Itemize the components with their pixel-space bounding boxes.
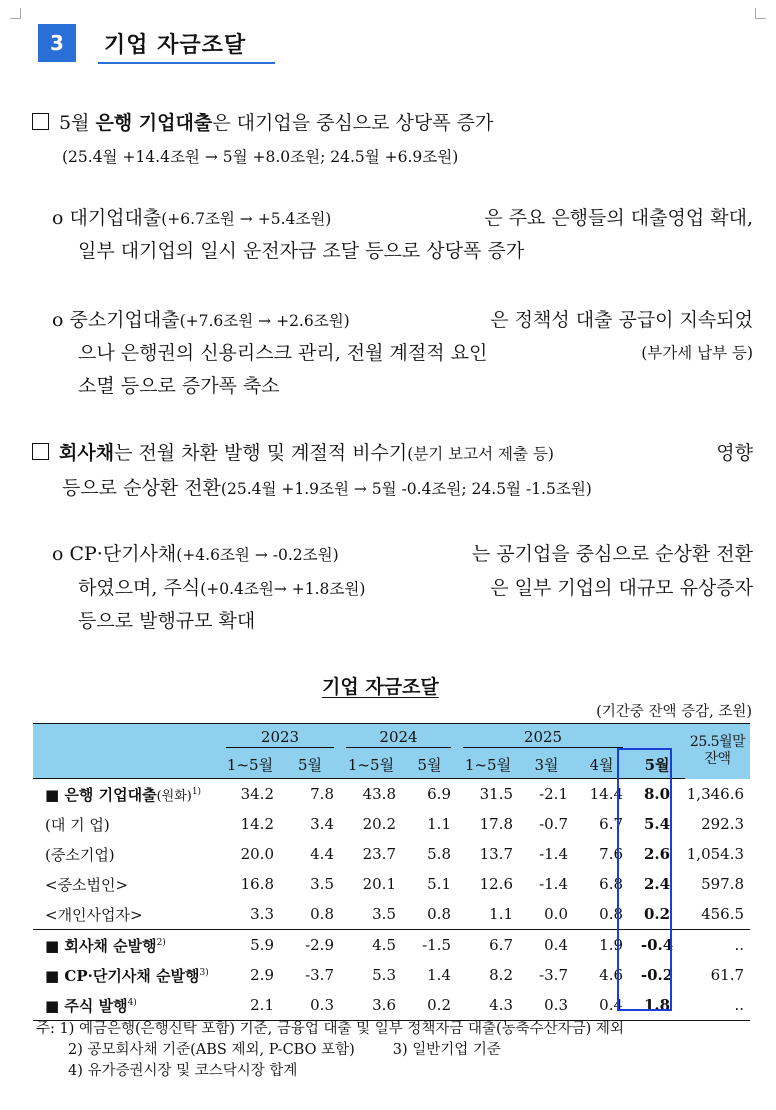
table-cell: .. [685,930,750,961]
table-cell: 7.6 [599,845,624,863]
table-cell: 1.4 [427,966,451,984]
header-blank-2 [629,724,685,752]
cell-highlight: 5.4 [643,815,671,833]
table-cell: 1,054.3 [686,845,745,863]
header-period: 4월 [574,751,629,779]
square-bullet-icon [32,113,49,130]
table-cell: 4.5 [340,930,402,961]
table-cell: 20.1 [362,875,396,893]
table-cell: 4.3 [457,990,519,1021]
paragraph-bank-loans [32,108,493,139]
header-period: 5월 [402,751,457,779]
header-year-2023: 2023 [220,724,340,752]
table-cell: 3.5 [310,875,334,893]
table-row [33,930,750,961]
table-cell: 61.7 [710,966,745,984]
table-cell: 0.3 [519,990,574,1021]
table-cell: 13.7 [479,845,513,863]
table-cell: 20.0 [240,845,274,863]
table-cell: 0.4 [574,990,629,1021]
table-cell: 456.5 [701,905,745,923]
cell-highlight: -0.4 [629,930,685,961]
cell-highlight: 1.8 [629,990,685,1021]
table-cell: 8.2 [489,966,513,984]
cell-highlight: 2.4 [643,875,671,893]
p3-line2 [78,338,753,369]
table-cell: 0.2 [402,990,457,1021]
table-cell: 12.6 [479,875,513,893]
p5-figures: (+4.6조원 → -0.2조원) [176,546,339,564]
table-cell: 0.4 [519,930,574,961]
table-cell: 1.9 [574,930,629,961]
table-cell: 7.8 [310,785,334,803]
cell-highlight: 2.6 [643,845,671,863]
table-cell: 5.1 [427,875,451,893]
row-label: <개인사업자> [45,905,143,924]
table-unit: (기간중 잔액 증감, 조원) [596,704,752,720]
p5-figures2: (+0.4조원→ +1.8조원) [200,580,366,598]
row-label: ■ 회사채 순발행$^{2)}$ [33,930,220,961]
p2-line2: 일부 대기업의 일시 운전자금 조달 등으로 상당폭 증가 [78,240,525,262]
table-cell: 0.8 [427,905,451,923]
table-cell: -3.7 [305,966,334,984]
table-row [33,779,750,810]
p1-figures: (25.4월 +14.4조원 → 5월 +8.0조원; 24.5월 +6.9조원) [62,148,459,166]
corner-mark-right [755,8,766,19]
p5-text2: 하였으며, 주식 [78,577,201,599]
p5-text: 는 공기업을 중심으로 순상환 전환 [471,543,753,565]
p3-figures: (+7.6조원 → +2.6조원) [179,312,350,330]
p5-term: o CP·단기사채 [52,543,177,565]
table-cell: 0.0 [544,905,568,923]
section-title: 기업 자금조달 [104,33,247,58]
table-cell: .. [685,990,750,1021]
table-cell: 14.4 [589,785,624,803]
table-cell: 3.3 [250,905,274,923]
p3-line1 [52,305,753,337]
table-cell: 1,346.6 [686,784,745,803]
note-line: 4) 유가증권시장 및 코스닥시장 합계 [68,1063,298,1079]
table-cell: 5.3 [372,966,396,984]
table-title: 기업 자금조달 [322,676,439,698]
row-label: ■ CP·단기사채 순발행$^{3)}$ [45,966,209,985]
p5-line1 [52,539,753,571]
table-cell: -2.9 [280,930,340,961]
table-row [33,869,750,899]
table-cell: -3.7 [539,966,568,984]
table-notes [36,1019,624,1082]
p3-note: (부가세 납부 등) [641,344,753,362]
p4-line2 [62,473,592,505]
section-number-badge: 3 [38,24,76,62]
table-cell: 23.7 [362,845,396,863]
header-period: 1~5월 [340,751,402,779]
table-row [33,809,750,839]
p4-text-end: 영향 [716,442,753,464]
p1-text: 5월 [59,112,96,134]
cell-highlight: 0.2 [643,905,671,923]
table-cell: 2.9 [250,966,274,984]
table-cell: 3.5 [372,905,396,923]
table-cell: 14.2 [240,815,274,833]
header-period: 5월 [280,751,340,779]
table-cell: 43.8 [362,785,396,803]
p4-line1 [32,438,753,470]
table-row [33,839,750,869]
table-cell: 5.9 [220,930,280,961]
table-cell: -0.7 [539,815,568,833]
table-cell: 6.7 [599,815,624,833]
table-cell: 31.5 [479,785,513,803]
p3-term: o 중소기업대출 [52,309,180,331]
p5-line2 [78,573,753,605]
row-label: <중소법인> [45,875,129,894]
cell-highlight: 8.0 [643,785,671,803]
p3-text2: 으나 은행권의 신용리스크 관리, 전월 계절적 요인 [78,342,488,364]
table-cell: -1.5 [402,930,457,961]
cell-highlight: -0.2 [640,966,674,984]
p3-line3: 소멸 등으로 증가폭 축소 [78,375,280,397]
table-cell: 4.4 [310,845,334,863]
p1-bold-term: 은행 기업대출 [95,112,213,134]
row-label: (중소기업) [45,845,115,864]
p2-term: o 대기업대출 [52,207,162,229]
table-cell: 5.8 [427,845,451,863]
row-label: (대 기 업) [45,815,110,834]
p1-text-end: 은 대기업을 중심으로 상당폭 증가 [212,112,494,134]
table-cell: 34.2 [240,785,274,803]
square-bullet-icon [32,443,49,460]
table-row [33,899,750,930]
table-cell: -1.4 [539,845,568,863]
p2-figures: (+6.7조원 → +5.4조원) [161,210,332,228]
table-cell: 6.7 [457,930,519,961]
table-cell: 20.2 [362,815,396,833]
table-cell: 3.4 [310,815,334,833]
p4-text: 는 전월 차환 발행 및 계절적 비수기 [114,442,408,464]
p5-line3: 등으로 발행규모 확대 [78,610,256,632]
header-year-2024: 2024 [340,724,457,752]
table-cell: 0.8 [310,905,334,923]
note-line: 주: 1) 예금은행(은행신탁 포함) 기준, 금융업 대출 및 일부 정책자금 대출(농축수산자금) 제외 [36,1021,624,1037]
table-row [33,990,750,1021]
header-period: 3월 [519,751,574,779]
table-cell: 6.9 [427,785,451,803]
funding-table [33,723,750,1021]
row-label: ■ 주식 발행$^{4)}$ [33,990,220,1021]
header-blank [33,724,220,752]
section-title-underline [98,62,275,64]
table-cell: 17.8 [479,815,513,833]
row-label: ■ 은행 기업대출(원화)$^{1)}$ [45,785,202,804]
table-cell: 2.1 [220,990,280,1021]
p2-line1 [52,203,753,235]
table-cell: 6.8 [599,875,624,893]
header-period: 1~5월 [457,751,519,779]
table-cell: 4.6 [599,966,624,984]
note-line: 2) 공모회사채 기준(ABS 제외, P-CBO 포함) 3) 일반기업 기준 [68,1042,501,1058]
table-cell: 1.1 [489,905,513,923]
header-blank-3 [33,751,220,779]
table-cell: -1.4 [539,875,568,893]
table-cell: 16.8 [240,875,274,893]
p5-text3: 은 일부 기업의 대규모 유상증자 [490,577,753,599]
p4-bold-term: 회사채 [59,442,115,464]
table-cell: 3.6 [340,990,402,1021]
p4-text2: 등으로 순상환 전환 [62,477,221,499]
header-period-highlight: 5월 [629,751,685,779]
table-cell: 597.8 [701,875,745,893]
header-period: 1~5월 [220,751,280,779]
corner-mark-left [10,8,21,19]
p3-text: 은 정책성 대출 공급이 지속되었 [490,309,753,331]
table-cell: 1.1 [427,815,451,833]
table-cell: 0.3 [280,990,340,1021]
p2-text: 은 주요 은행들의 대출영업 확대, [484,207,753,229]
table-cell: 292.3 [701,815,745,833]
table-row [33,960,750,990]
header-year-2025: 2025 [457,724,629,752]
p4-figures: (25.4월 +1.9조원 → 5월 -0.4조원; 24.5월 -1.5조원) [220,480,592,498]
header-balance: 25.5월말 잔액 [685,724,750,779]
p4-note: (분기 보고서 제출 등) [407,445,554,463]
table-cell: -2.1 [539,785,568,803]
table-cell: 0.8 [599,905,624,923]
